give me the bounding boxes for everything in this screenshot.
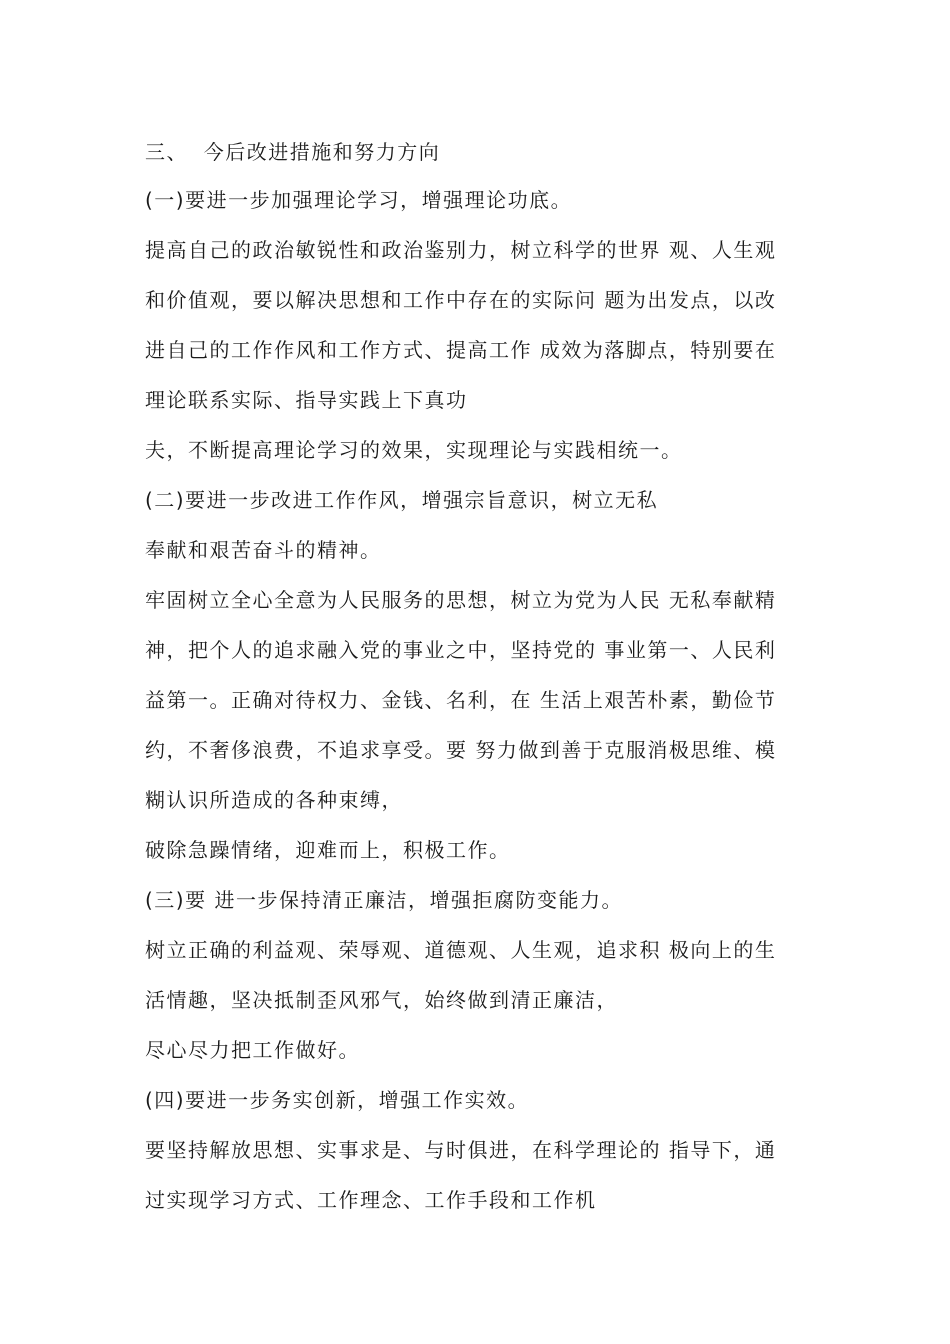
paragraph-line: 牢固树立全心全意为人民服务的思想，树立为党为人民 无私奉献精 [145,588,777,612]
paragraph-line: 糊认识所造成的各种束缚， [145,788,403,812]
paragraph-line: 要坚持解放思想、实事求是、与时俱进，在科学理论的 指导下，通 [145,1138,777,1162]
paragraph-line: 神，把个人的追求融入党的事业之中，坚持党的 事业第一、人民利 [145,638,777,662]
paragraph-line: 约，不奢侈浪费，不追求享受。要 努力做到善于克服消极思维、模 [145,738,777,762]
section-heading: 三、 今后改进措施和努力方向 [145,140,441,164]
paragraph-line: 尽心尽力把工作做好。 [145,1038,360,1062]
paragraph-line: 活情趣，坚决抵制歪风邪气，始终做到清正廉洁， [145,988,618,1012]
paragraph-line: 益第一。正确对待权力、金钱、名利，在 生活上艰苦朴素，勤俭节 [145,688,777,712]
document-page [145,0,825,1344]
subheading-4: (四)要进一步务实创新，增强工作实效。 [145,1088,530,1112]
subheading-2-continued: 奉献和艰苦奋斗的精神。 [145,538,382,562]
subheading-3: (三)要 进一步保持清正廉洁，增强拒腐防变能力。 [145,888,623,912]
subheading-2: (二)要进一步改进工作作风，增强宗旨意识，树立无私 [145,488,659,512]
subheading-1: (一)要进一步加强理论学习，增强理论功底。 [145,188,573,212]
paragraph-line: 树立正确的利益观、荣辱观、道德观、人生观，追求积 极向上的生 [145,938,777,962]
paragraph-line: 破除急躁情绪，迎难而上，积极工作。 [145,838,511,862]
paragraph-line: 过实现学习方式、工作理念、工作手段和工作机 [145,1188,597,1212]
paragraph-line: 提高自己的政治敏锐性和政治鉴别力，树立科学的世界 观、人生观 [145,238,777,262]
paragraph-line: 进自己的工作作风和工作方式、提高工作 成效为落脚点，特别要在 [145,338,777,362]
paragraph-line: 夫，不断提高理论学习的效果，实现理论与实践相统一。 [145,438,683,462]
paragraph-line: 理论联系实际、指导实践上下真功 [145,388,468,412]
paragraph-line: 和价值观，要以解决思想和工作中存在的实际问 题为出发点，以改 [145,288,777,312]
